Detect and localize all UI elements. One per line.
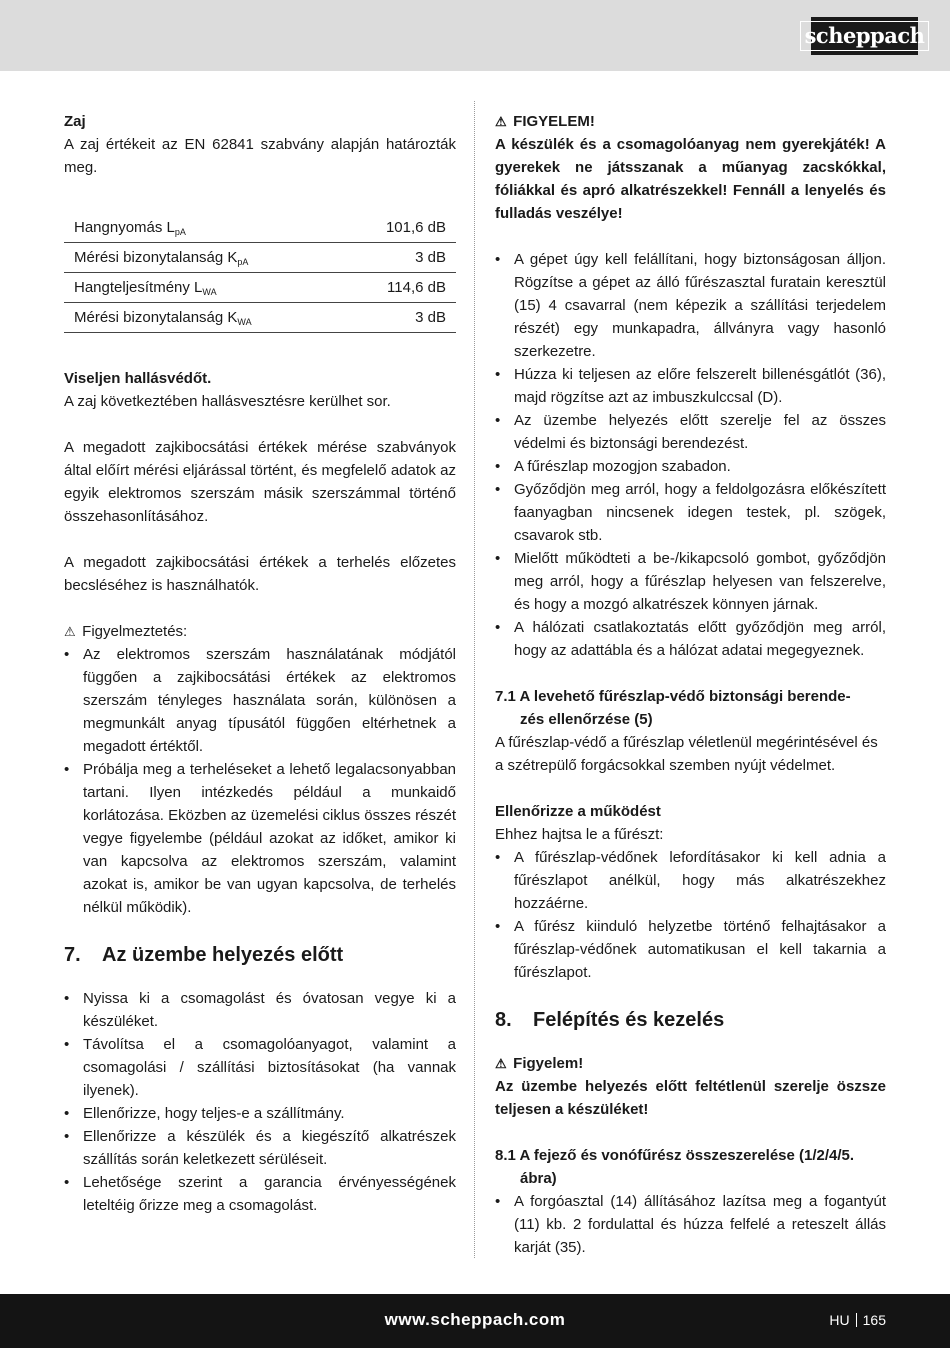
header-bar [0, 0, 950, 71]
table-cell-label [64, 213, 343, 243]
footer-bar [0, 1294, 950, 1348]
section-8-title: Felépítés és kezelés [533, 1009, 725, 1031]
table-cell-label [64, 303, 343, 333]
check-heading: Ellenőrizze a működést [495, 803, 661, 820]
column-divider [474, 101, 475, 1258]
attention-text: A készülék és a csomagolóanyag nem gyerekjáték! A gyerekek ne játsszanak a műanyag zacskókkal, fóliákkal és apró alkatrészekkel! Fennáll a lenyelés és fulladás veszélye! [495, 136, 886, 222]
list-item: • Győződjön meg arról, hogy a feldolgozásra előkészített faanyagban nincsenek idegen testek, pl. szögek, csavarok stb. [495, 478, 886, 547]
warning-title: Figyelmeztetés: [82, 623, 188, 640]
table-row [64, 303, 456, 333]
setup-list [495, 248, 886, 662]
footer-page-number: 165 [862, 1312, 886, 1328]
measure-subscript: pA [174, 227, 186, 237]
measure-label: Hangteljesítmény L [74, 279, 203, 296]
check-intro: Ehhez hajtsa le a fűrészt: [495, 826, 664, 843]
measure-label: Mérési bizonytalanság K [74, 309, 238, 326]
list-item: • Húzza ki teljesen az előre felszerelt billenésgátlót (36), majd rögzítse azt az imbuszkulccsal (D). [495, 363, 886, 409]
section-7-1-title-line-2: zés ellenőrzése (5) [520, 711, 653, 728]
section-8-1-heading [495, 1144, 886, 1190]
attention2-title: Figyelem! [513, 1055, 584, 1072]
list-item: • Az elektromos szerszám használatának módjától függően a zajkibocsátási értékek az elektromos szerszám tényleges használata során, különösen a megmunkált anyag típusától függően eltérhetnek a megadott értéktől. [64, 643, 456, 758]
list-item: • Nyissa ki a csomagolást és óvatosan vegye ki a készüléket. [64, 987, 456, 1033]
footer-separator [856, 1313, 857, 1327]
section-7-heading [64, 941, 456, 969]
section-8-heading [495, 1006, 886, 1034]
measure-label: Hangnyomás L [74, 219, 175, 236]
attention-title: FIGYELEM! [513, 113, 595, 130]
section-7-1-text: A fűrészlap-védő a fűrészlap véletlenül megérintésével és a szétrepülő forgácsokkal szemben nyújt védelmet. [495, 734, 878, 774]
list-item: • A fűrészlap-védőnek lefordításakor ki kell adnia a fűrészlapot anélkül, hogy más alkatrészekhez hozzáérne. [495, 846, 886, 915]
attention2-text: Az üzembe helyezés előtt feltétlenül szerelje öszsze teljesen a készüléket! [495, 1078, 886, 1118]
attention-title-line [495, 110, 886, 133]
section-7-number: 7. [64, 944, 81, 966]
measure-subscript: pA [237, 257, 249, 267]
footer-page-info [829, 1309, 886, 1332]
emission-paragraph-2: A megadott zajkibocsátási értékek a terhelés előzetes becsléséhez is használhatók. [64, 554, 456, 594]
list-item: • A fűrész kiinduló helyzetbe történő felhajtásakor a fűrészlap-védőnek automatikusan el kell takarnia a fűrészlapot. [495, 915, 886, 984]
warning-title-line [64, 620, 456, 643]
table-cell-value: 3 dB [343, 303, 456, 333]
brand-logo-text: scheppach [800, 21, 930, 51]
list-item: • Mielőtt működteti a be-/kikapcsoló gombot, győződjön meg arról, hogy a fűrészlap helyesen van felszerelve, és hogy a mozgó alkatrészek könnyen járnak. [495, 547, 886, 616]
left-column [64, 110, 456, 1217]
table-cell-value: 101,6 dB [343, 213, 456, 243]
table-cell-value: 3 dB [343, 243, 456, 273]
table-cell-label [64, 273, 343, 303]
measure-subscript: WA [202, 287, 217, 297]
hearing-text: A zaj következtében hallásvesztésre kerülhet sor. [64, 393, 391, 410]
footer-language: HU [829, 1312, 850, 1328]
check-list [495, 846, 886, 984]
right-column [495, 110, 886, 1259]
list-item: • Távolítsa el a csomagolóanyagot, valamint a csomagolási / szállítási biztosításokat (ha vannak ilyenek). [64, 1033, 456, 1102]
hearing-heading: Viseljen hallásvédőt. [64, 370, 212, 387]
list-item: • Ellenőrizze a készülék és a kiegészítő alkatrészek szállítás során keletkezett sérüléseit. [64, 1125, 456, 1171]
attention2-title-line [495, 1052, 886, 1075]
table-row [64, 213, 456, 243]
section-8-number: 8. [495, 1009, 512, 1031]
list-item: • Próbálja meg a terheléseket a lehető legalacsonyabban tartani. Ilyen intézkedés például a munkaidő korlátozása. Eközben az üzemelési ciklus összes részét vegye figyelembe (például azokat az időket, amikor ki van kapcsolva az elektromos szerszám, valamint azokat is, amikor be van ugyan kapcsolva, de terhelés nélkül működik). [64, 758, 456, 919]
list-item: • Az üzembe helyezés előtt szerelje fel az összes védelmi és biztonsági berendezést. [495, 409, 886, 455]
section-8-1-title-line-2: ábra) [520, 1170, 557, 1187]
section-8-1-title-line-1: 8.1 A fejező és vonófűrész összeszerelése (1/2/4/5. [495, 1147, 855, 1164]
list-item: • Ellenőrizze, hogy teljes-e a szállítmány. [64, 1102, 456, 1125]
measure-label: Mérési bizonytalanság K [74, 249, 238, 266]
list-item: • A gépet úgy kell felállítani, hogy biztonságosan álljon. Rögzítse a gépet az álló fűrészasztal furatain keresztül (15) 4 csavarral (nem képezik a szállítási terjedelem részét) egy munkapadra, állványra vagy hasonló szerkezetre. [495, 248, 886, 363]
section-7-title: Az üzembe helyezés előtt [102, 944, 344, 966]
noise-heading: Zaj [64, 113, 86, 130]
warning-triangle-icon: ⚠ [495, 114, 507, 129]
warning-triangle-icon: ⚠ [64, 624, 76, 639]
warning-list [64, 643, 456, 919]
list-item: • Lehetősége szerint a garancia érvényességének leteltéig őrizze meg a csomagolást. [64, 1171, 456, 1217]
table-row [64, 243, 456, 273]
warning-triangle-icon: ⚠ [495, 1056, 507, 1071]
section-7-1-title-line-1: 7.1 A levehető fűrészlap-védő biztonsági berende- [495, 688, 851, 705]
table-row [64, 273, 456, 303]
brand-logo [804, 17, 925, 55]
section-7-list [64, 987, 456, 1217]
noise-table [64, 213, 456, 333]
footer-website: www.scheppach.com [384, 1310, 566, 1329]
section-7-1-heading [495, 685, 886, 731]
emission-paragraph-1: A megadott zajkibocsátási értékek mérése szabványok által előírt mérési eljárással történt, és megfelelő adatok az egyik elektromos szerszám másik szerszámmal történő összehasonlításához. [64, 439, 456, 525]
list-item: • A fűrészlap mozogjon szabadon. [495, 455, 886, 478]
noise-intro: A zaj értékeit az EN 62841 szabvány alapján határozták meg. [64, 136, 456, 176]
section-8-1-list [495, 1190, 886, 1259]
table-cell-label [64, 243, 343, 273]
table-cell-value: 114,6 dB [343, 273, 456, 303]
list-item: • A hálózati csatlakoztatás előtt győződjön meg arról, hogy az adattábla és a hálózat adatai megegyeznek. [495, 616, 886, 662]
measure-subscript: WA [237, 317, 252, 327]
list-item: • A forgóasztal (14) állításához lazítsa meg a fogantyút (11) kb. 2 fordulattal és húzza felfelé a reteszelt állás karját (35). [495, 1190, 886, 1259]
